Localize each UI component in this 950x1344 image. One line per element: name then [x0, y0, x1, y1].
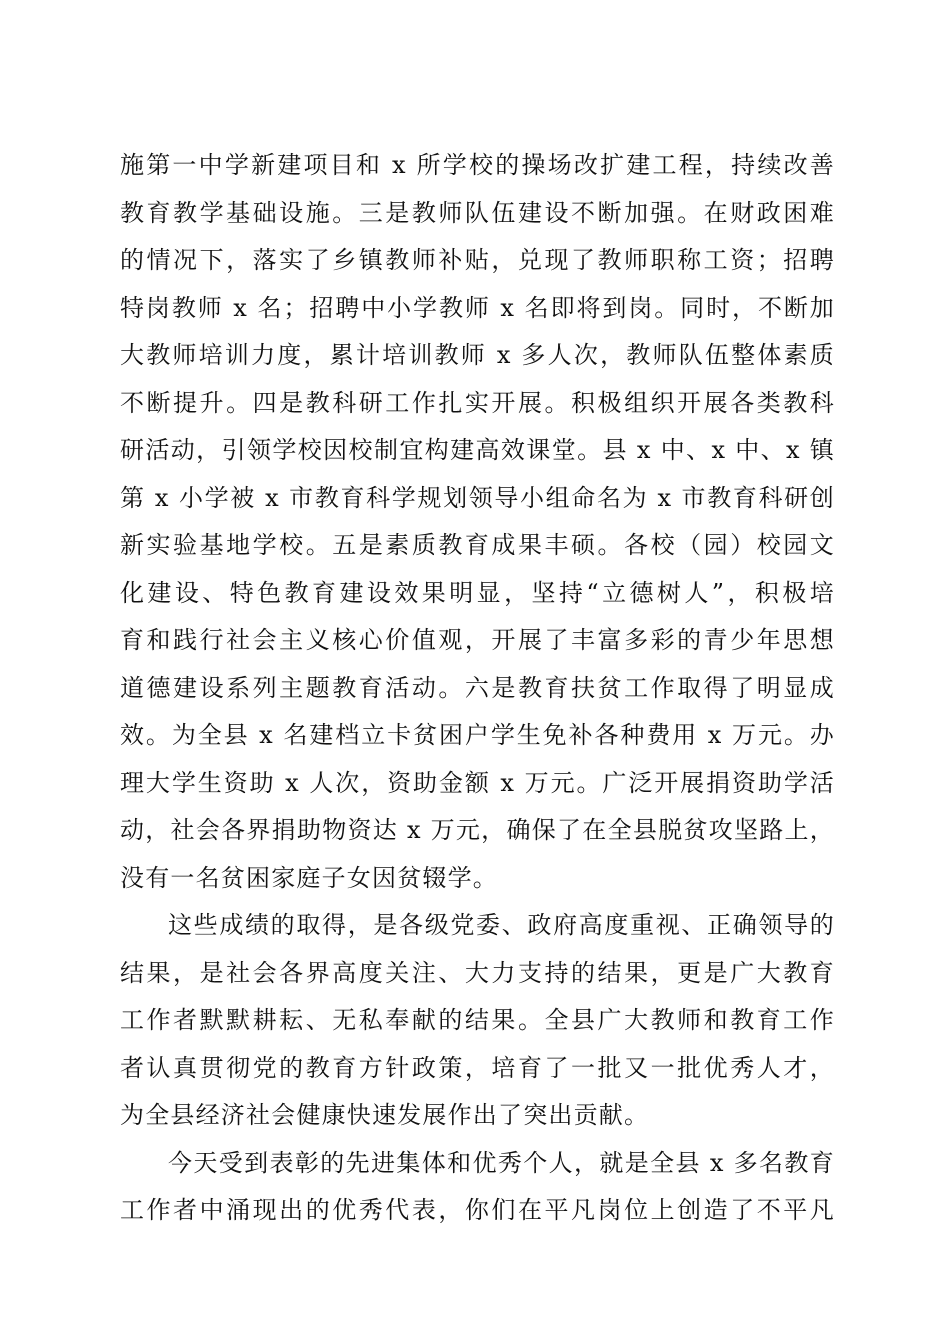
text-line: 化建设、特色教育建设效果明显，坚持“立德树人”，积极培 [120, 578, 835, 607]
text-line: 教育教学基础设施。三是教师队伍建设不断加强。在财政困难 [120, 198, 835, 227]
text-line: 第 x 小学被 x 市教育科学规划领导小组命名为 x 市教育科研创 [120, 483, 835, 512]
text-line: 为全县经济社会健康快速发展作出了突出贡献。 [120, 1101, 650, 1129]
text-line: 今天受到表彰的先进集体和优秀个人，就是全县 x 多名教育 [168, 1148, 835, 1177]
text-line: 道德建设系列主题教育活动。六是教育扶贫工作取得了明显成 [120, 673, 835, 702]
text-line: 的情况下，落实了乡镇教师补贴，兑现了教师职称工资；招聘 [120, 246, 835, 274]
text-line: 特岗教师 x 名；招聘中小学教师 x 名即将到岗。同时，不断加 [120, 293, 835, 322]
body-text [120, 142, 835, 1235]
text-line: 者认真贯彻党的教育方针政策，培育了一批又一批优秀人才， [120, 1053, 835, 1082]
text-line: 施第一中学新建项目和 x 所学校的操场改扩建工程，持续改善 [120, 151, 835, 179]
text-line: 工作者中涌现出的优秀代表，你们在平凡岗位上创造了不平凡 [120, 1196, 835, 1224]
text-line: 没有一名贫困家庭子女因贫辍学。 [120, 863, 498, 892]
paragraph-honorees [120, 1140, 835, 1235]
text-line: 不断提升。四是教科研工作扎实开展。积极组织开展各类教科 [120, 388, 835, 417]
text-line: 工作者默默耕耘、无私奉献的结果。全县广大教师和教育工作 [120, 1006, 835, 1034]
text-line: 新实验基地学校。五是素质教育成果丰硕。各校（园）校园文 [120, 531, 835, 559]
text-line: 研活动，引领学校因校制宜构建高效课堂。县 x 中、x 中、x 镇 [120, 436, 835, 464]
text-line: 理大学生资助 x 人次，资助金额 x 万元。广泛开展捐资助学活 [120, 768, 835, 797]
text-line: 育和践行社会主义核心价值观，开展了丰富多彩的青少年思想 [120, 626, 835, 654]
paragraph-achievements [120, 142, 835, 902]
text-line: 结果，是社会各界高度关注、大力支持的结果，更是广大教育 [120, 958, 835, 987]
text-line: 大教师培训力度，累计培训教师 x 多人次，教师队伍整体素质 [120, 341, 835, 369]
text-line: 动，社会各界捐助物资达 x 万元，确保了在全县脱贫攻坚路上， [120, 816, 835, 844]
text-line: 这些成绩的取得，是各级党委、政府高度重视、正确领导的 [168, 911, 835, 939]
text-line: 效。为全县 x 名建档立卡贫困户学生免补各种费用 x 万元。办 [120, 721, 835, 749]
paragraph-results [120, 902, 835, 1140]
